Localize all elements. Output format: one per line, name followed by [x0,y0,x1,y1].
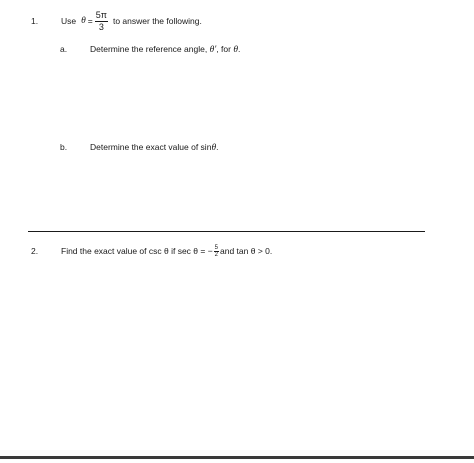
theta-symbol: θ [233,45,239,55]
question-1-instruction: to answer the following. [112,16,202,26]
fraction-numerator: 5π [95,9,107,20]
part-a-text-pre: Determine the reference angle, [90,44,208,54]
fraction-denominator: 2 [214,251,219,258]
fraction-denominator: 3 [98,21,104,32]
five-pi-over-three-fraction [95,11,108,32]
theta-prime-symbol: θ′ [209,45,217,55]
fraction-numerator: 5 [214,244,219,251]
question-1-number: 1. [31,16,39,26]
question-2-number: 2. [31,246,39,256]
part-b-text [90,142,218,153]
page-bottom-border [0,456,474,459]
question-2-text-post: and tan θ > 0. [220,246,273,256]
part-b-text-pre: Determine the exact value of sin [90,142,212,152]
part-b-label: b. [60,142,68,152]
part-b-text-end: . [216,142,219,152]
part-a-text-mid: , for [216,44,231,54]
equals-sign: = [87,16,93,26]
question-1-prompt [61,10,202,32]
theta-symbol: θ [211,143,217,153]
question-2-text-pre: Find the exact value of csc θ if sec θ = − [61,246,213,256]
use-word: Use [61,16,77,26]
section-divider [28,231,425,232]
part-a-text [90,44,240,55]
part-a-label: a. [60,44,68,54]
five-halves-fraction [214,245,219,258]
part-a-text-end: . [238,44,241,54]
question-2-prompt [61,241,272,261]
theta-symbol: θ [81,16,86,26]
